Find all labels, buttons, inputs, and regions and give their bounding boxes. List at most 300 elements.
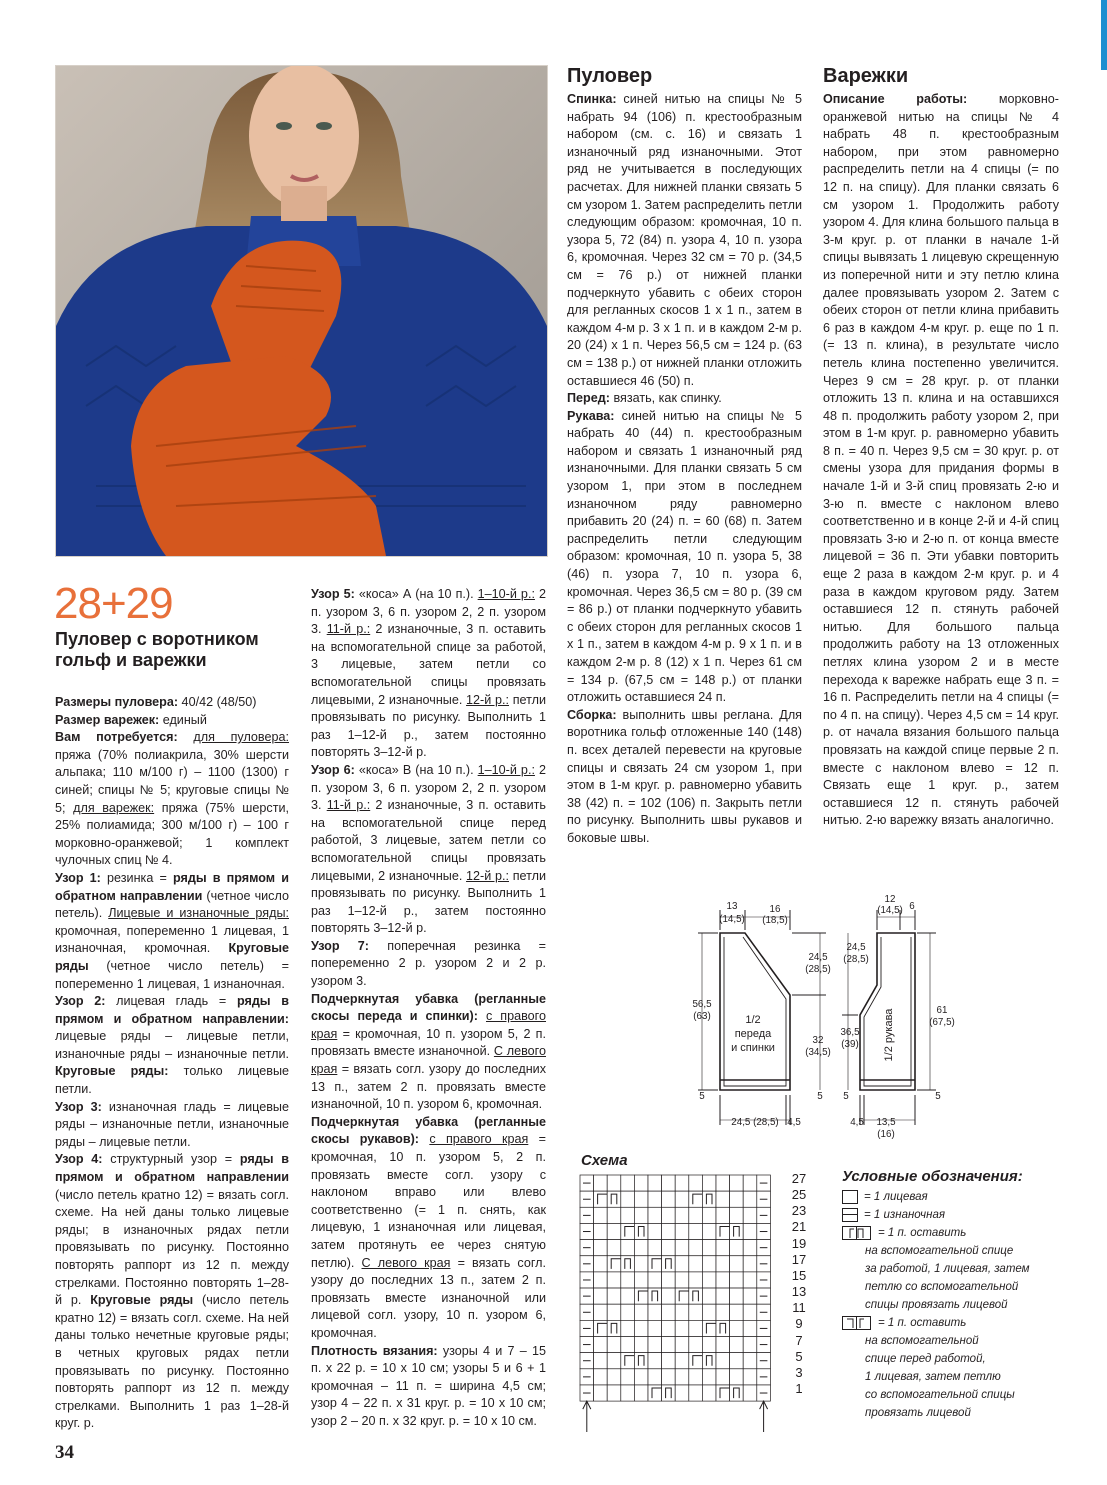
chart-cell — [702, 1353, 716, 1369]
row-number: 19 — [791, 1235, 807, 1251]
legend-text: спицы провязать лицевой — [865, 1299, 1008, 1311]
label: Узор 2: — [55, 994, 106, 1009]
chart-cell — [662, 1369, 676, 1385]
chart-cell — [634, 1288, 648, 1304]
chart-cell — [730, 1256, 744, 1272]
text: 2 п. узором 3, 6 п. узором 2, 2 п. узором 3. — [311, 762, 546, 813]
label: Размеры пуловера: — [55, 695, 179, 709]
chart-cell — [634, 1207, 648, 1223]
chart-cell — [634, 1320, 648, 1336]
chart-cell — [648, 1223, 662, 1239]
chart-cell — [607, 1369, 621, 1385]
text: = кромочная, 10 п. узором 5, 2 п. провязать вместе согл. узору с наклоном вправо или влево соответственно (= 1 п. снять, как лицевую, 1 изнаночная или лицевая, затем протянуть ее через снятую петлю). — [311, 1132, 546, 1270]
text: (четное число петель). — [55, 888, 289, 921]
chart-cell — [730, 1240, 744, 1256]
dim-text: (28,5) — [843, 954, 869, 965]
chart-cell — [689, 1207, 703, 1223]
column-4 — [823, 91, 1059, 830]
row-number: 27 — [791, 1171, 807, 1186]
chart-cell — [716, 1369, 730, 1385]
chart-cell — [648, 1369, 662, 1385]
chart-cell — [594, 1256, 608, 1272]
label: Рукава: — [567, 408, 615, 423]
chart-cell — [675, 1369, 689, 1385]
chart-cell — [607, 1337, 621, 1353]
chart-cell — [702, 1320, 716, 1336]
row-number: 13 — [791, 1284, 807, 1300]
chart-cell — [634, 1353, 648, 1369]
chart-cell — [648, 1304, 662, 1320]
chart-cell — [675, 1223, 689, 1239]
chart-cell — [662, 1353, 676, 1369]
text: вязать, как спинку. — [609, 391, 722, 406]
back-outline — [720, 933, 790, 1090]
chart-cell — [716, 1256, 730, 1272]
chart-cell — [730, 1223, 744, 1239]
legend-text: спице перед работой, — [865, 1353, 986, 1365]
chart-cell — [675, 1240, 689, 1256]
chart-cell — [662, 1288, 676, 1304]
dim-text: 5 — [843, 1091, 849, 1102]
column-2 — [311, 586, 546, 1431]
legend-title: Условные обозначения: — [842, 1168, 1023, 1185]
chart-cell — [662, 1320, 676, 1336]
chart-cell — [689, 1304, 703, 1320]
chart-cell — [675, 1272, 689, 1288]
text: Круговые ряды — [55, 941, 289, 973]
chart-cell — [648, 1240, 662, 1256]
chart-cell — [607, 1272, 621, 1288]
dim-text: 13 — [726, 901, 738, 912]
chart-cell — [730, 1369, 744, 1385]
chart-cell — [689, 1175, 703, 1191]
legend-text: = 1 п. оставить — [878, 1227, 967, 1239]
page-title: Пуловер с воротником гольф и варежки — [55, 629, 259, 670]
chart-cell — [743, 1256, 757, 1272]
text: = вязать согл. узору до последних 13 п., затем 2 п. провязать вместе изнаночной, 10 п. узором 6, кромочная. — [311, 1062, 546, 1112]
dim-text: (67,5) — [929, 1017, 955, 1028]
chart-row-numbers — [784, 1171, 814, 1397]
chart-cell — [716, 1240, 730, 1256]
row-number: 3 — [795, 1364, 803, 1380]
chart-cell — [662, 1385, 676, 1401]
chart-cell — [702, 1223, 716, 1239]
row-number: 5 — [795, 1348, 803, 1364]
chart-cell — [594, 1353, 608, 1369]
chart-cell — [607, 1191, 621, 1207]
chart-cell — [621, 1288, 635, 1304]
row-number: 21 — [791, 1219, 807, 1235]
chart-cell — [607, 1385, 621, 1401]
chart-cell — [689, 1191, 703, 1207]
text: «коса» В (на 10 п.). — [354, 762, 478, 777]
cross-back-symbol-icon — [842, 1226, 872, 1240]
chart-cell — [716, 1304, 730, 1320]
piece-label: 1/2 — [745, 1014, 761, 1026]
text: петли провязывать по рисунку. Выполнить 1 раз 1–12-й р., затем постоянно повторять 3–12-й р. — [311, 692, 546, 760]
chart-cell — [662, 1191, 676, 1207]
chart-cell — [675, 1320, 689, 1336]
text: 2 изнаночные, 3 п. оставить на вспомогательной спице перед работой, 3 лицевые, затем петли со вспомогательной спицы провязать лицевыми, 2 изнаночные. — [311, 798, 546, 883]
dim-text: 6 — [909, 901, 915, 912]
chart-cell — [594, 1288, 608, 1304]
subheading: с правого края — [429, 1132, 529, 1147]
chart-cell — [648, 1207, 662, 1223]
chart-cell — [716, 1272, 730, 1288]
label: Узор 7: — [311, 938, 369, 953]
dim-text: (28,5) — [805, 964, 831, 975]
text: 40/42 (48/50) — [178, 695, 257, 709]
chart-cell — [743, 1304, 757, 1320]
chart-cell — [702, 1288, 716, 1304]
column-1 — [55, 694, 289, 1433]
chart-cell — [634, 1337, 648, 1353]
dim-text: (16) — [877, 1129, 895, 1140]
chart-cell — [730, 1337, 744, 1353]
chart-cell — [716, 1191, 730, 1207]
chart-cell — [743, 1207, 757, 1223]
subheading: С левого края — [311, 1044, 546, 1077]
chart-cell — [594, 1240, 608, 1256]
chart-cell — [662, 1223, 676, 1239]
label: Плотность вязания: — [311, 1343, 438, 1358]
chart-cell — [621, 1385, 635, 1401]
repeat-arrow-icon — [760, 1401, 768, 1432]
text: (число петель кратно 12) = вязать согл. схеме. На ней даны только нечетные круговые ряды; в четных круговых рядах петли провязывать по рисунку. Постоянно повторять раппорт из 12 п. между стрелками. Выполнить 1 раз 1–28-й круг. р. — [55, 1293, 289, 1431]
knit-symbol-icon — [842, 1190, 858, 1204]
chart-cell — [621, 1320, 635, 1336]
dim-text: 24,5 — [846, 942, 866, 953]
chart-cell — [702, 1272, 716, 1288]
subheading: 11-й р.: — [326, 622, 371, 637]
chart-cell — [743, 1337, 757, 1353]
label: Узор 1: — [55, 870, 101, 885]
text: (число петель кратно 12) = вязать согл. схеме. На ней даны только лицевые ряды; в изнаночных рядах петли провязывать по рисунку. Постоянно повторять раппорт из 12 п. между стрелками. Постоянно повторять 1–28-й р. — [55, 1187, 289, 1308]
text: изнаночная гладь = лицевые ряды – изнаночные петли, изнаночные ряды – лицевые петли. — [55, 1099, 289, 1149]
legend-text: со вспомогательной спицы — [865, 1389, 1015, 1401]
chart-cell — [594, 1320, 608, 1336]
chart-cell — [607, 1175, 621, 1191]
chart-cell — [716, 1175, 730, 1191]
subheading: для пуловера: — [193, 730, 289, 745]
text: лицевые ряды – лицевые петли, изнаночные ряды – изнаночные петли. — [55, 1029, 289, 1061]
chart-cell — [689, 1385, 703, 1401]
subheading: 1–10-й р.: — [477, 762, 535, 777]
row-number: 15 — [791, 1267, 807, 1283]
chart-cell — [634, 1385, 648, 1401]
subheading: С левого края — [361, 1255, 451, 1270]
text: лицевая гладь = — [105, 994, 237, 1009]
text: только лицевые петли. — [55, 1064, 289, 1097]
chart-cell — [689, 1353, 703, 1369]
chart-cell — [634, 1240, 648, 1256]
chart-cell — [648, 1256, 662, 1272]
chart-cell — [648, 1353, 662, 1369]
chart-cell — [743, 1223, 757, 1239]
row-number: 7 — [795, 1332, 803, 1348]
chart-cell — [662, 1337, 676, 1353]
row-number: 25 — [791, 1187, 807, 1203]
legend-item-cross-back — [842, 1224, 1082, 1242]
chart-cell — [702, 1191, 716, 1207]
text: ряды в прямом и обратном направлении — [55, 1152, 289, 1185]
row-number: 9 — [795, 1316, 803, 1332]
label: Узор 3: — [55, 1099, 102, 1114]
row-number: 17 — [791, 1251, 807, 1267]
legend-item-cross-front — [842, 1314, 1082, 1332]
dim-text: 56,5 — [692, 999, 712, 1010]
repeat-arrow-icon — [583, 1401, 591, 1432]
section-heading-mittens: Варежки — [823, 65, 909, 87]
dim-text: 12 — [884, 894, 896, 905]
dim-text: (34,5) — [805, 1047, 831, 1058]
chart-cell — [594, 1272, 608, 1288]
text: = вязать согл. узору до последних 13 п., затем 2 п. провязать вместе изнаночной или лицевой согл. узору, 10 п. узором 6, кромочная. — [311, 1255, 546, 1340]
text: поперечная резинка = попеременно 2 р. узором 2 и 2 р. узором 3. — [311, 938, 546, 989]
chart-cell — [607, 1223, 621, 1239]
dim-text: 4,5 — [850, 1117, 864, 1128]
label: Перед: — [567, 391, 610, 406]
chart-cell — [730, 1353, 744, 1369]
chart-cell — [689, 1272, 703, 1288]
legend-text: на вспомогательной спице — [865, 1245, 1014, 1257]
chart-cell — [621, 1256, 635, 1272]
chart-cell — [675, 1385, 689, 1401]
chart-cell — [662, 1304, 676, 1320]
chart-cell — [594, 1369, 608, 1385]
text: 2 изнаночные, 3 п. оставить на вспомогательной спице за работой, 3 лицевые, затем петли со вспомогательной спицы провязать лицевыми, 2 изнаночные. — [311, 622, 546, 707]
schema-title: Схема — [581, 1152, 628, 1169]
chart-cell — [743, 1369, 757, 1385]
text: ряды в прямом и обратном направлении — [55, 870, 289, 903]
dim-text: (18,5) — [762, 915, 788, 926]
text: ряды в прямом и обратном направлении: — [55, 994, 289, 1026]
page-edge-strip — [1101, 0, 1107, 70]
chart-cell — [716, 1288, 730, 1304]
text: структурный узор = — [102, 1152, 240, 1167]
chart-cell — [594, 1207, 608, 1223]
legend-text: = 1 изнаночная — [864, 1209, 945, 1221]
chart-cell — [607, 1256, 621, 1272]
chart-cell — [702, 1385, 716, 1401]
chart-cell — [648, 1337, 662, 1353]
label: Узор 6: — [311, 762, 355, 777]
chart-cell — [689, 1240, 703, 1256]
chart-cell — [730, 1320, 744, 1336]
dim-text: 24,5 — [808, 952, 828, 963]
subheading: Лицевые и изнаночные ряды: — [108, 906, 289, 921]
text: (четное число петель) = попеременно 1 лицевая, 1 изнаночная. — [55, 958, 289, 991]
chart-cell — [607, 1240, 621, 1256]
chart-cell — [675, 1175, 689, 1191]
row-number: 23 — [791, 1203, 807, 1219]
subheading: 11-й р.: — [326, 798, 371, 813]
chart-cell — [702, 1256, 716, 1272]
text: синей нитью на спицы № 5 набрать 94 (106) п. крестообразным набором (см. с. 16) и связать 1 изнаночный ряд изнаночными. Этот ряд не учитывается в последующих расчетах. Для нижней планки связать 5 см узором 1. Затем распределить петли следующим образом: кромочная, 10 п. узора 5, 72 (84) п. узора 4, 10 п. узора 6, кромочная. Через 32 см = 70 р. (34,5 см = 76 р.) от нижней планки подчеркнуто убавить с обеих сторон для регланных скосов 1 x 1 п., затем в каждом 4-м р. 3 x 1 п. и в каждом 2-м р. 20 (24) x 1 п. Через 56,5 см = 124 р. (63 см = 138 р.) от нижней планки отложить оставшиеся 46 (50) п. — [567, 92, 802, 388]
text: единый — [159, 712, 207, 727]
chart-cell — [662, 1256, 676, 1272]
label: Спинка: — [567, 92, 617, 106]
text: синей нитью на спицы № 5 набрать 40 (44) п. крестообразным набором и связать 1 изнаночный ряд изнаночными. Для планки связать 5 см узором 1, при этом в последнем изнаночном ряду равномерно прибавить 20 (24) п. = 60 (68) п. Затем распределить петли следующим образом: кромочная, 10 п. узора 5, 38 (46) п. узора 7, 10 п. узора 6, кромочная. Через 36,5 см = 80 р. (39 см = 86 р.) от планки подчеркнуто убавить с обеих сторон для регланных скосов 1 x 1 п., затем в каждом 4-м р. 9 x 1 п. и в каждом 2-м р. 8 (12) x 1 п. Через 61 см = 134 р. (67,5 см = 148 р.) от планки отложить оставшиеся 24 п. — [567, 408, 802, 705]
legend-text: провязать лицевой — [865, 1407, 971, 1419]
piece-label: переда — [734, 1028, 772, 1040]
subheading: для варежек: — [73, 800, 155, 815]
chart-cell — [743, 1175, 757, 1191]
chart-cell — [621, 1304, 635, 1320]
chart-cell — [594, 1337, 608, 1353]
subheading: 12-й р.: — [466, 868, 509, 883]
chart-cell — [621, 1240, 635, 1256]
text: выполнить швы реглана. Для воротника гольф отложенные 140 (148) п. всех деталей перевести на круговые спицы и связать 24 см узором 1, при этом в 1-м круг. р. равномерно убавить 38 (42) п. = 102 (106) п. Закрыть петли по рисунку. Выполнить швы рукавов и боковые швы. — [567, 707, 802, 845]
chart-cell — [675, 1337, 689, 1353]
chart-cell — [702, 1240, 716, 1256]
text: Круговые ряды — [90, 1293, 194, 1308]
chart-cell — [702, 1175, 716, 1191]
chart-cell — [689, 1223, 703, 1239]
chart-cell — [716, 1207, 730, 1223]
chart-cell — [607, 1304, 621, 1320]
chart-cell — [634, 1223, 648, 1239]
chart-cell — [675, 1304, 689, 1320]
subheading: 1–10-й р.: — [477, 587, 535, 601]
cross-front-symbol-icon — [842, 1316, 872, 1330]
chart-cell — [634, 1256, 648, 1272]
chart-cell — [702, 1304, 716, 1320]
subheading: с правого края — [311, 1009, 547, 1041]
chart-cell — [607, 1207, 621, 1223]
column-3 — [567, 91, 802, 848]
chart-cell — [675, 1288, 689, 1304]
chart-cell — [662, 1240, 676, 1256]
chart-cell — [675, 1353, 689, 1369]
chart-cell — [634, 1272, 648, 1288]
chart-cell — [716, 1223, 730, 1239]
chart-cell — [634, 1369, 648, 1385]
text: Круговые ряды: — [55, 1064, 169, 1079]
chart-cell — [730, 1272, 744, 1288]
piece-label: и спинки — [731, 1042, 775, 1054]
dim-text: (14,5) — [719, 914, 745, 925]
section-heading-pullover: Пуловер — [567, 65, 653, 87]
chart-cell — [594, 1385, 608, 1401]
chart-cell — [730, 1385, 744, 1401]
chart-cell — [594, 1175, 608, 1191]
legend — [842, 1168, 1082, 1422]
label: Описание работы: — [823, 92, 968, 106]
chart-cell — [648, 1272, 662, 1288]
chart-cell — [689, 1256, 703, 1272]
chart-cell — [743, 1191, 757, 1207]
page-number: 34 — [55, 1442, 74, 1463]
text: узоры 4 и 7 – 15 п. x 22 р. = 10 x 10 см; узоры 5 и 6 + 1 кромочная – 11 п. = ширина 4,5 см; узор 4 – 22 п. x 31 круг. р. = 10 x 10 см; узор 2 – 20 п. x 32 круг. р. = 10 x 10 см. — [311, 1343, 546, 1428]
chart-cell — [594, 1223, 608, 1239]
label: Подчеркнутая убавка (регланные скосы рукавов): — [311, 1114, 546, 1147]
dim-text: 5 — [699, 1091, 705, 1102]
model-photo — [55, 65, 548, 557]
chart-cell — [702, 1337, 716, 1353]
row-number: 1 — [795, 1381, 803, 1397]
chart-cell — [689, 1288, 703, 1304]
chart-cell — [716, 1337, 730, 1353]
legend-item-knit — [842, 1188, 1082, 1206]
chart-cell — [730, 1207, 744, 1223]
dim-text: 16 — [769, 904, 781, 915]
chart-cell — [634, 1191, 648, 1207]
chart-cell — [594, 1191, 608, 1207]
chart-cell — [716, 1353, 730, 1369]
legend-text: за работой, 1 лицевая, затем — [865, 1263, 1030, 1275]
chart-cell — [730, 1191, 744, 1207]
chart-cell — [730, 1304, 744, 1320]
chart-cell — [675, 1256, 689, 1272]
chart-cell — [648, 1385, 662, 1401]
chart-cell — [716, 1320, 730, 1336]
chart-cell — [716, 1385, 730, 1401]
chart-cell — [621, 1223, 635, 1239]
dim-text: 61 — [936, 1005, 948, 1016]
chart-cell — [743, 1272, 757, 1288]
row-number: 11 — [792, 1300, 806, 1316]
purl-symbol-icon — [842, 1208, 858, 1222]
chart-cell — [743, 1353, 757, 1369]
chart-cell — [702, 1207, 716, 1223]
chart-cell — [730, 1175, 744, 1191]
chart-cell — [648, 1288, 662, 1304]
chart-cell — [634, 1175, 648, 1191]
text: морковно-оранжевой нитью на спицы № 4 набрать 48 п. крестообразным набором, при этом равномерно распределить петли на 4 спицы (= по 12 п. на спицу). Для планки связать 6 см узором 1. Продолжить работу узором 4. Для клина большого пальца в 3-м круг. р. от планки в начале 1-й спицы вывязать 1 лицевую скрещенную из поперечной нити и эту петлю клина далее провязывать узором 2. Затем с обеих сторон от петли клина прибавить 6 раз в каждом 4-м круг. р. еще по 1 п. (= 13 п. клина), в результате число петель клина постепенно увеличится. Через 9 см = 28 круг. р. от планки отложить 13 п. клина и на оставшихся 48 п. продолжить работу узором 2, при этом в 1-м круг. р. равномерно убавить 8 п. = 40 п. Через 9,5 см = 30 круг. р. от смены узора для придания формы в начале 1-й и 3-й спиц провязать 2-ю и 3-ю п. вместе с наклоном влево соответственно и в конце 2-й и 4-й спиц провязать 3-ю и 2-ю п. от конца вместе лицевой = 36 п. Эти убавки повторить еще 2 раза в каждом 2-м круг. р. и 4 раза в каждом круговом ряду. Затем оставшиеся 12 п. стянуть рабочей нитью. Для большого пальца продолжить работу на 13 отложенных петлях клина узором 2 и в месте перехода к варежке набрать еще 3 п. = 16 п. Распределить петли на 4 спицы (= по 4 п. на спицу). Через 4,5 см = 14 круг. р. от начала вязания большого пальца провязать на каждой спице первые 2 п. вместе с наклоном влево = 12 п. Связать еще 1 круг. р., затем оставшиеся 12 п. стянуть рабочей нитью. 2-ю варежку вязать аналогично. — [823, 92, 1059, 828]
dim-text: 5 — [817, 1091, 823, 1102]
dim-text: 4,5 — [787, 1117, 801, 1128]
chart-cell — [621, 1175, 635, 1191]
text: петли провязывать по рисунку. Выполнить 1 раз 1–12-й р., затем постоянно повторять 3–12-й р. — [311, 868, 546, 936]
legend-text: = 1 п. оставить — [878, 1317, 967, 1329]
chart-cell — [621, 1337, 635, 1353]
stitch-chart — [578, 1170, 784, 1432]
label: Узор 4: — [55, 1152, 103, 1167]
chart-cell — [702, 1369, 716, 1385]
chart-cell — [648, 1320, 662, 1336]
chart-cell — [621, 1369, 635, 1385]
text: = кромочная, 10 п. узором 5, 2 п. провязать вместе изнаночной. — [311, 1026, 546, 1059]
chart-cell — [675, 1191, 689, 1207]
label: Сборка: — [567, 707, 617, 722]
text: резинка = — [100, 870, 173, 885]
chart-cell — [648, 1175, 662, 1191]
chart-cell — [648, 1191, 662, 1207]
chart-cell — [607, 1288, 621, 1304]
dim-text: (39) — [841, 1039, 859, 1050]
subheading: 12-й р.: — [466, 692, 509, 707]
text: «коса» А (на 10 п.). — [354, 587, 478, 601]
chart-cell — [621, 1207, 635, 1223]
chart-cell — [689, 1369, 703, 1385]
chart-cell — [743, 1385, 757, 1401]
label: Размер варежек: — [55, 712, 160, 727]
chart-cell — [662, 1272, 676, 1288]
legend-text: = 1 лицевая — [864, 1191, 928, 1203]
label: Вам потребуется: — [55, 730, 178, 745]
chart-cell — [607, 1320, 621, 1336]
chart-cell — [743, 1240, 757, 1256]
text: пряжа (70% полиакрила, 30% шерсти альпака; 110 м/100 г) – 1100 (1300) г синей; спицы № 5; круговые спицы № 5; — [55, 747, 289, 815]
legend-text: петлю со вспомогательной — [865, 1281, 1019, 1293]
chart-cell — [689, 1320, 703, 1336]
dim-text: 24,5 (28,5) — [731, 1117, 779, 1128]
chart-cell — [675, 1207, 689, 1223]
label: Подчеркнутая убавка (регланные скосы переда и спинки): — [311, 991, 546, 1024]
dim-text: 36,5 — [840, 1027, 860, 1038]
dim-text: (14,5) — [877, 905, 903, 916]
